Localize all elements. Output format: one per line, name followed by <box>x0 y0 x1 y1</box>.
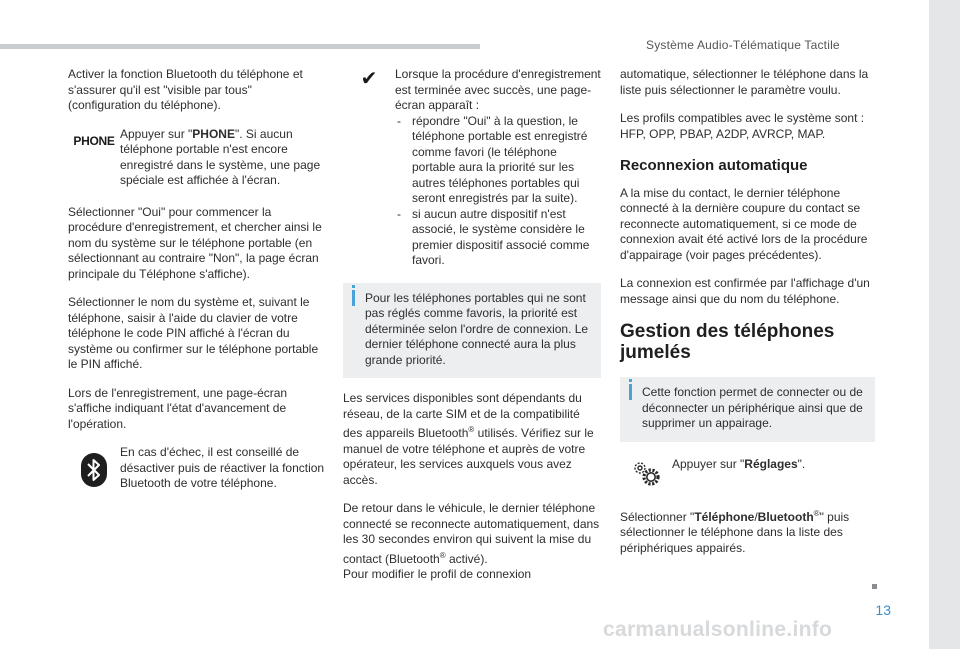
paragraph-profile-continued: automatique, sélectionner le téléphone dans la liste puis sélectionner le paramètre voulu. <box>620 67 869 97</box>
heading-gestion: Gestion des téléphones jumelés <box>620 321 835 363</box>
paragraph-services: Les services disponibles sont dépendants du réseau, de la carte SIM et de la compatibilité des appareils Bluetooth® utilisés. Vérifiez sur le manuel de votre téléphone et auprès de votre opérateur, les services auxquels vous avez accès. <box>343 391 594 487</box>
page-header-title: Système Audio-Télématique Tactile <box>646 38 840 52</box>
column-middle <box>343 67 601 596</box>
checkmark-icon: ✔ <box>360 68 378 90</box>
bluetooth-instruction: En cas d'échec, il est conseillé de désactiver puis de réactiver la fonction Bluetooth de votre téléphone. <box>68 445 326 492</box>
phone-button-icon: PHONE <box>73 133 115 148</box>
reglages-instruction: Appuyer sur "Réglages". <box>620 456 875 490</box>
paragraph-reconnexion-2: La connexion est confirmée par l'affichage d'un message ainsi que du nom du téléphone. <box>620 276 870 306</box>
list-item: - si aucun autre dispositif n'est associé, le système considère le premier dispositif associé comme favori. <box>395 207 601 269</box>
settings-gear-icon <box>626 456 666 490</box>
paragraph-select-oui: Sélectionner "Oui" pour commencer la procédure d'enregistrement, et chercher ainsi le nom du système sur le téléphone portable (en sélectionnant au contraire "Non", la page écran principale du Téléphone s'affiche). <box>68 204 322 281</box>
info-icon <box>629 384 632 400</box>
phone-instruction: PHONE Appuyer sur "PHONE". Si aucun téléphone portable n'est encore enregistré dans le système, une page spéciale est affichée à l'écran. <box>73 126 321 187</box>
info-box-priority: Pour les téléphones portables qui ne sont pas réglés comme favoris, la priorité est déterminée selon l'ordre de connexion. Le dernier téléphone connecté aura la plus grande priorité. <box>343 283 601 379</box>
page-number: 13 <box>875 602 891 618</box>
paragraph-reconnexion-1: A la mise du contact, le dernier téléphone connecté à la dernière coupure du contact se reconnecte automatiquement, si ce mode de connexion avait été activé lors de la procédure d'appairage (voir pages précédentes). <box>620 185 868 262</box>
page-marker <box>872 584 877 589</box>
list-item: - répondre "Oui" à la question, le téléphone portable est enregistré comme favori (le téléphone portable aura la priorité sur les autres téléphones portables qui seront enregistrés par la suite). <box>395 114 601 207</box>
info-box-gestion: Cette fonction permet de connecter ou de déconnecter un périphérique ainsi que de supprimer un appairage. <box>620 377 875 442</box>
watermark: carmanualsonline.info <box>603 618 833 641</box>
paragraph-select-bluetooth: Sélectionner "Téléphone/Bluetooth®" puis sélectionner le téléphone dans la liste des périphériques appairés. <box>620 508 850 555</box>
page-edge-strip <box>929 0 960 649</box>
info-icon <box>352 290 355 306</box>
paragraph-registration: Lors de l'enregistrement, une page-écran s'affiche indiquant l'état d'avancement de l'opération. <box>68 385 288 431</box>
column-left <box>68 67 326 492</box>
paragraph-select-name: Sélectionner le nom du système et, suivant le téléphone, saisir à l'aide du clavier de votre téléphone le code PIN affiché à l'écran du système ou confirmer sur le téléphone portable le PIN affiché. <box>68 295 319 371</box>
bluetooth-icon <box>81 453 107 487</box>
header-rule <box>0 44 480 49</box>
paragraph-reconnect: De retour dans le véhicule, le dernier téléphone connecté se reconnecte automatiquement, dans les 30 secondes environ qui suivent la mise du contact (Bluetooth® activé). Pour modifier le profil de connexion <box>343 501 600 581</box>
success-instruction: ✔ Lorsque la procédure d'enregistrement est terminée avec succès, une page-écran apparaît : - répondre "Oui" à la question, le téléphone portable est enregistré comme favori (le téléphone portable aura la priorité sur les autres téléphones portables qui seront enregistrés par la suite). - si aucun autre dispositif n'est associé, le système considère le premier dispositif associé comme favori. <box>343 67 601 269</box>
success-options-list <box>395 114 601 269</box>
column-right <box>620 67 875 569</box>
paragraph-profiles: Les profils compatibles avec le système sont : HFP, OPP, PBAP, A2DP, AVRCP, MAP. <box>620 111 865 141</box>
heading-reconnexion: Reconnexion automatique <box>620 157 808 174</box>
paragraph-activate-bluetooth: Activer la fonction Bluetooth du téléphone et s'assurer qu'il est "visible par tous" (configuration du téléphone). <box>68 67 303 112</box>
